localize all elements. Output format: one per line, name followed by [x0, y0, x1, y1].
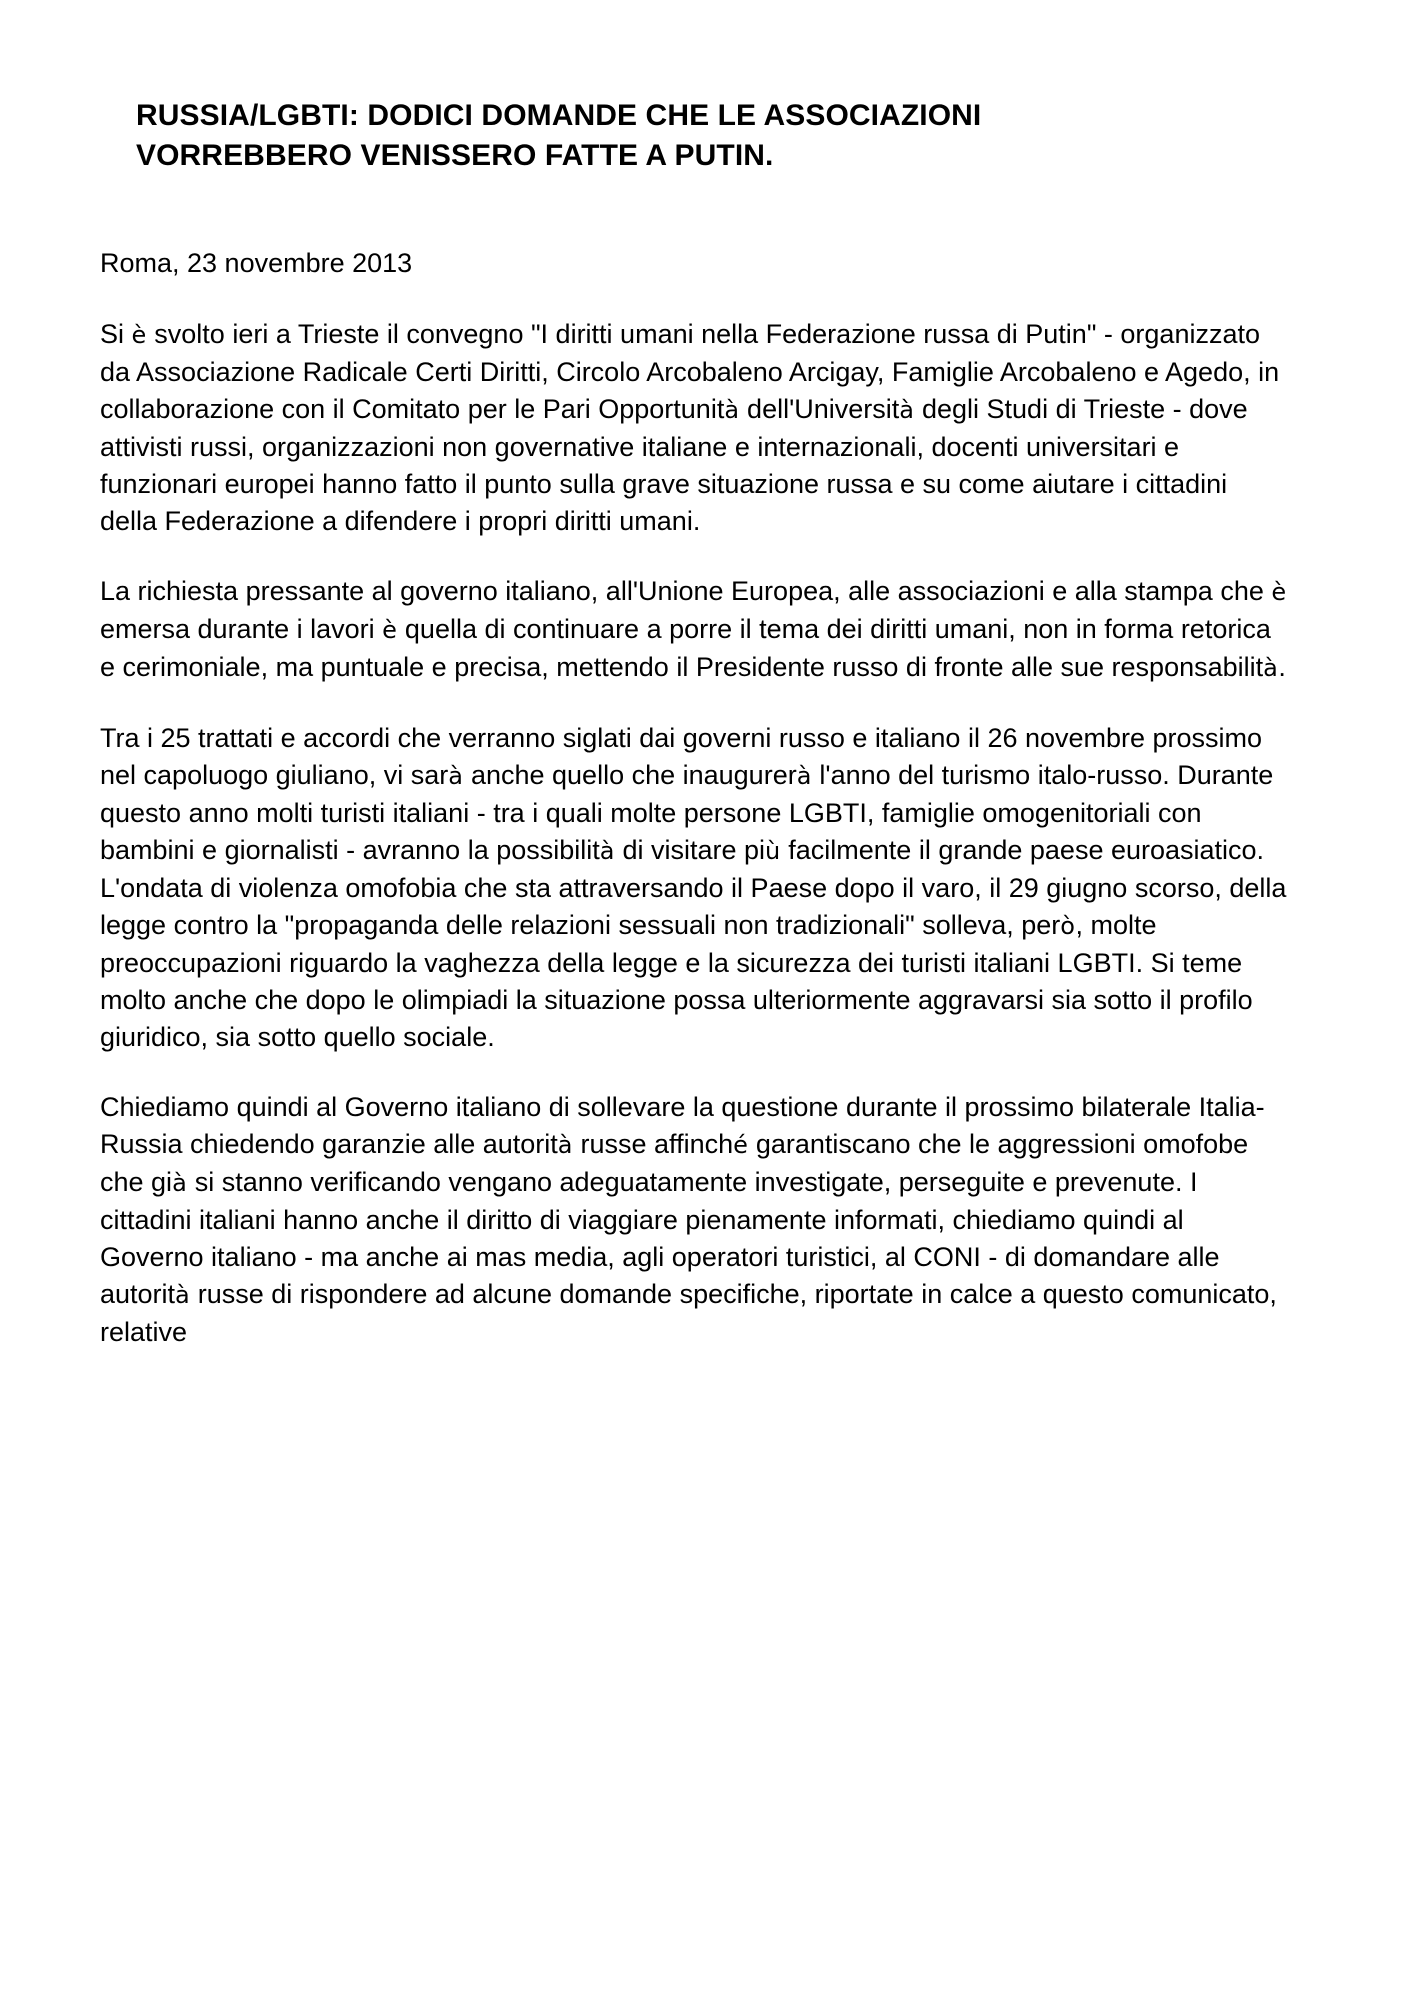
accented-glyph: è [382, 616, 398, 644]
accented-glyph: à [599, 837, 615, 865]
body-paragraph-3: Tra i 25 trattati e accordi che verranno siglati dai governi russo e italiano il 26 novembre prossimo nel capoluogo giuliano, vi sarà anche quello che inaugurerà l'anno del turismo italo-russo. Durante questo anno molti turisti italiani - tra i quali molte persone LGBTI, famiglie omogenitoriali con bambini e giornalisti - avranno la possibilità di visitare più facilmente il grande paese euroasiatico. L'ondata di violenza omofobia che sta attraversando il Paese dopo il varo, il 29 giugno scorso, della legge contro la "propaganda delle relazioni sessuali non tradizionali" solleva, però, molte preoccupazioni riguardo la vaghezza della legge e la sicurezza dei turisti italiani LGBTI. Si teme molto anche che dopo le olimpiadi la situazione possa ulteriormente aggravarsi sia sotto il profilo giuridico, sia sotto quello sociale. [100, 723, 1287, 1052]
accented-glyph: à [899, 396, 915, 424]
accented-glyph: à [448, 762, 464, 790]
body-paragraph-2: La richiesta pressante al governo italiano, all'Unione Europea, alle associazioni e alla stampa che è emersa durante i lavori è quella di continuare a porre il tema dei diritti umani, non in forma retorica e cerimoniale, ma puntuale e precisa, mettendo il Presidente russo di fronte alle sue responsabilità. [100, 576, 1287, 682]
accented-glyph: è [131, 321, 147, 349]
accented-glyph: ù [765, 837, 781, 865]
accented-glyph: è [1271, 578, 1287, 606]
accented-glyph: à [1263, 654, 1279, 682]
page-title: RUSSIA/LGBTI: DODICI DOMANDE CHE LE ASSOCIAZIONI VORREBBERO VENISSERO FATTE A PUTIN. [136, 99, 982, 172]
accented-glyph: à [796, 762, 812, 790]
accented-glyph: à [557, 1131, 574, 1159]
accented-glyph: é [733, 1131, 749, 1159]
body-paragraph-1: Si è svolto ieri a Trieste il convegno "I diritti umani nella Federazione russa di Putin" - organizzato da Associazione Radicale Certi Diritti, Circolo Arcobaleno Arcigay, Famiglie Arcobaleno e Agedo, in collaborazione con il Comitato per le Pari Opportunità dell'Università degli Studi di Trieste - dove attivisti russi, organizzazioni non governative italiane e internazionali, docenti universitari e funzionari europei hanno fatto il punto sulla grave situazione russa e su come aiutare i cittadini della Federazione a difendere i propri diritti umani. [100, 319, 1280, 536]
accented-glyph: à [172, 1169, 188, 1197]
body-paragraph-4: Chiediamo quindi al Governo italiano di sollevare la questione durante il prossimo bilaterale Italia-Russia chiedendo garanzie alle autorità russe affinché garantiscano che le aggressioni omofobe che già si stanno verificando vengano adeguatamente investigate, perseguite e prevenute. I cittadini italiani hanno anche il diritto di viaggiare pienamente informati, chiediamo quindi al Governo italiano - ma anche ai mas media, agli operatori turistici, al CONI - di domandare alle autorità russe di rispondere ad alcune domande specifiche, riportate in calce a questo comunicato, relative [100, 1092, 1277, 1347]
accented-glyph: ò [1060, 912, 1076, 940]
dateline: Roma, 23 novembre 2013 [100, 248, 413, 278]
document-body [100, 96, 1298, 1378]
accented-glyph: à [175, 1281, 191, 1309]
accented-glyph: à [724, 396, 740, 424]
